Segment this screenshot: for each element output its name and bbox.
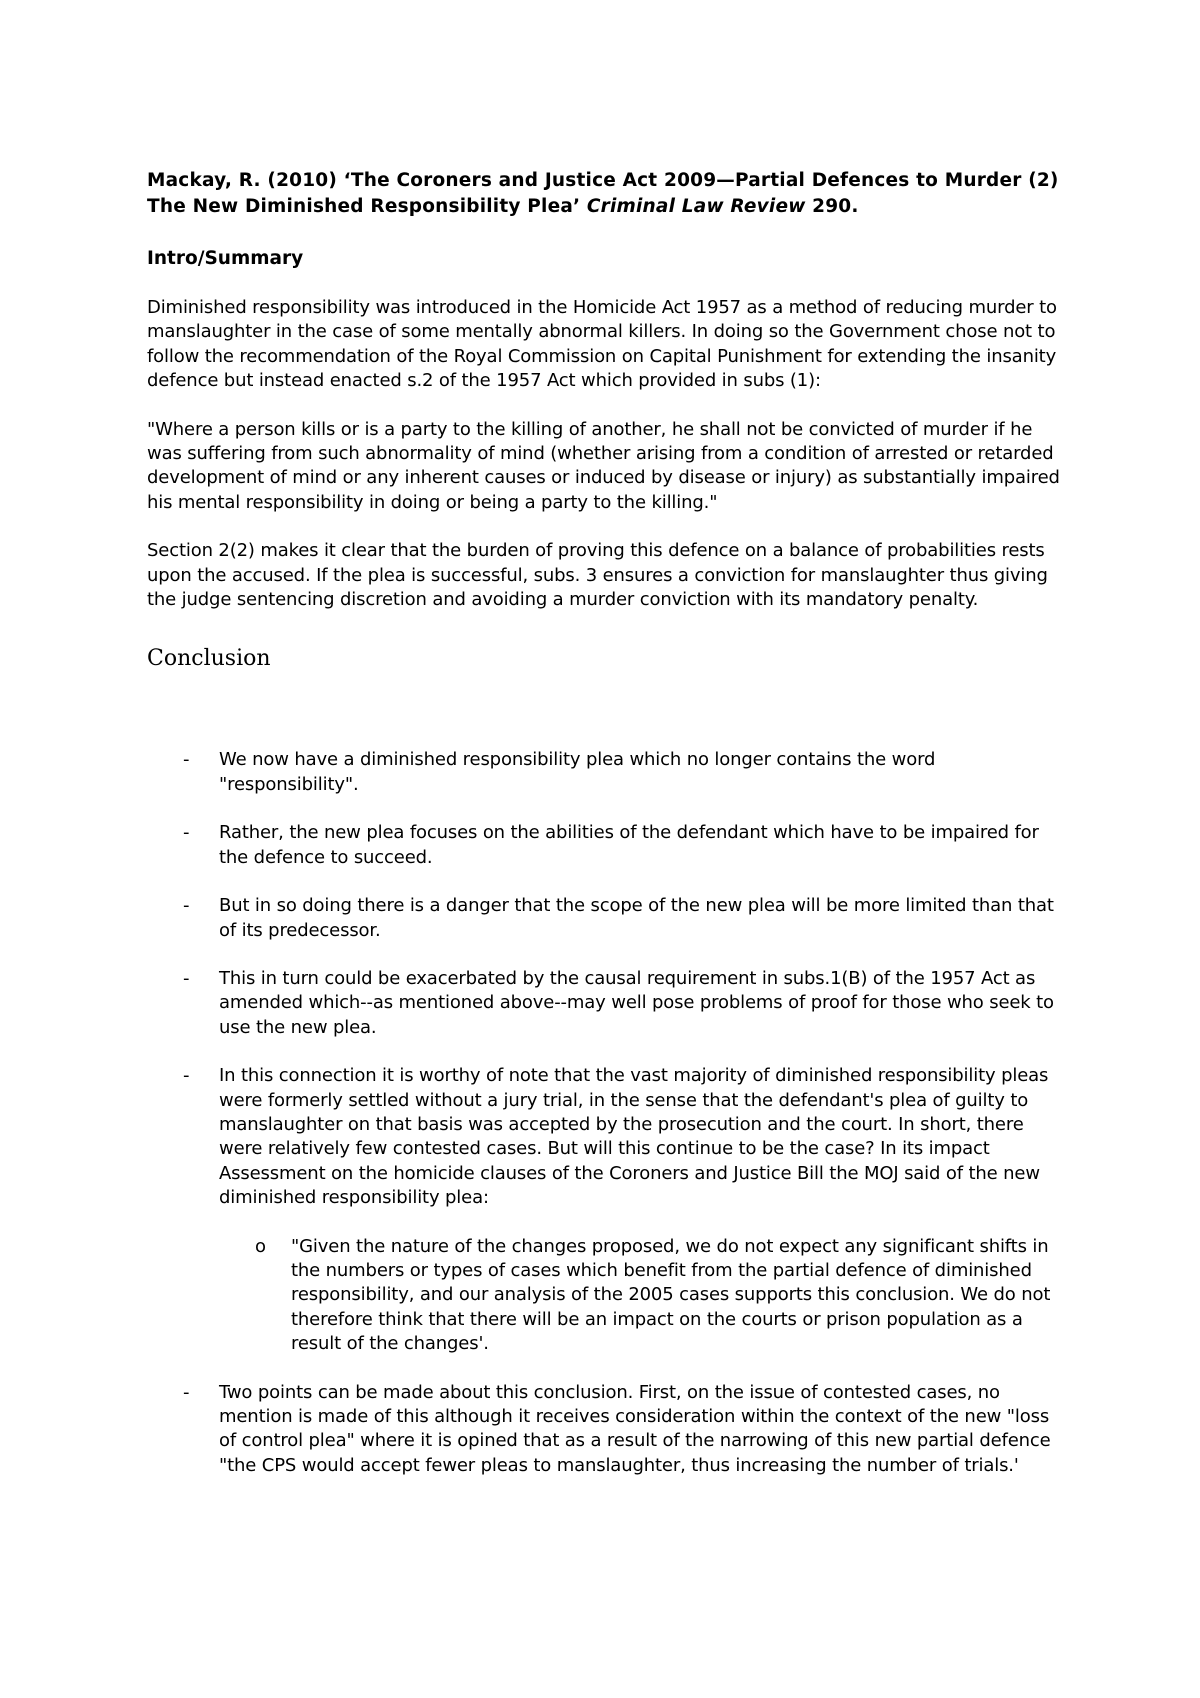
list-item-text: In this connection it is worthy of note that the vast majority of diminished responsibility pleas were formerly settled without a jury trial, in the sense that the defendant's plea of guilty to manslaughter on that basis was accepted by the prosecution and the court. In short, there were relatively few contested cases. But will this continue to be the case? In its impact Assessment on the homicide clauses of the Coroners and Justice Bill the MOJ said of the new diminished responsibility plea: (219, 1065, 1049, 1209)
list-item-text: But in so doing there is a danger that the scope of the new plea will be more limited than that of its predecessor. (219, 895, 1054, 941)
citation (147, 168, 1067, 220)
citation-suffix: 290. (805, 196, 859, 217)
list-item-text: This in turn could be exacerbated by the causal requirement in subs.1(B) of the 1957 Act as amended which--as mentioned above--may well pose problems of proof for those who seek to use the new plea. (219, 967, 1054, 1038)
citation-text: Mackay, R. (2010) ‘The Coroners and Justice Act 2009—Partial Defences to Murder (2) The New Diminished Responsibility Plea’ (147, 170, 1059, 217)
list-item (147, 1381, 1067, 1479)
citation-journal: Criminal Law Review (586, 196, 806, 217)
conclusion-list (147, 748, 1067, 1478)
dash-marker: - (183, 967, 190, 989)
list-item-text: Two points can be made about this conclusion. First, on the issue of contested cases, no mention is made of this although it receives consideration within the context of the new "loss of control plea" where it is opined that as a result of the narrowing of this new partial defence "the CPS would accept fewer pleas to manslaughter, thus increasing the number of trials.' (219, 1381, 1051, 1476)
dash-marker: - (183, 749, 190, 771)
dash-marker: - (183, 1065, 190, 1087)
document-content (147, 168, 1067, 1502)
list-item (147, 967, 1067, 1040)
list-item (147, 1064, 1067, 1356)
dash-marker: - (183, 895, 190, 917)
sub-list-item-text: "Given the nature of the changes proposed, we do not expect any significant shifts in the numbers or types of cases which benefit from the partial defence of diminished responsibility, and our analysis of the 2005 cases supports this conclusion. We do not therefore think that there will be an impact on the courts or prison population as a result of the changes'. (291, 1235, 1051, 1355)
list-item (147, 894, 1067, 943)
list-item (147, 748, 1067, 797)
list-item-text: We now have a diminished responsibility plea which no longer contains the word "responsibility". (219, 749, 936, 795)
list-item (147, 821, 1067, 870)
intro-heading: Intro/Summary (147, 248, 304, 269)
paragraph-intro: Diminished responsibility was introduced in the Homicide Act 1957 as a method of reducing murder to manslaughter in the case of some mentally abnormal killers. In doing so the Government chose not to follow the recommendation of the Royal Commission on Capital Punishment for extending the insanity defence but instead enacted s.2 of the 1957 Act which provided in subs (1): (147, 297, 1057, 392)
conclusion-heading: Conclusion (147, 646, 271, 672)
dash-marker: - (183, 1381, 190, 1403)
paragraph-quote: "Where a person kills or is a party to the killing of another, he shall not be convicted of murder if he was suffering from such abnormality of mind (whether arising from a condition of arrested or retarded development of mind or any inherent causes or induced by disease or injury) as substantially impaired his mental responsibility in doing or being a party to the killing." (147, 418, 1060, 513)
circle-marker: o (255, 1235, 266, 1257)
sub-list-item (219, 1235, 1067, 1357)
dash-marker: - (183, 822, 190, 844)
list-item-text: Rather, the new plea focuses on the abilities of the defendant which have to be impaired for the defence to succeed. (219, 822, 1039, 868)
sub-list (219, 1235, 1067, 1357)
paragraph-section: Section 2(2) makes it clear that the burden of proving this defence on a balance of probabilities rests upon the accused. If the plea is successful, subs. 3 ensures a conviction for manslaughter thus giving the judge sentencing discretion and avoiding a murder conviction with its mandatory penalty. (147, 540, 1048, 611)
